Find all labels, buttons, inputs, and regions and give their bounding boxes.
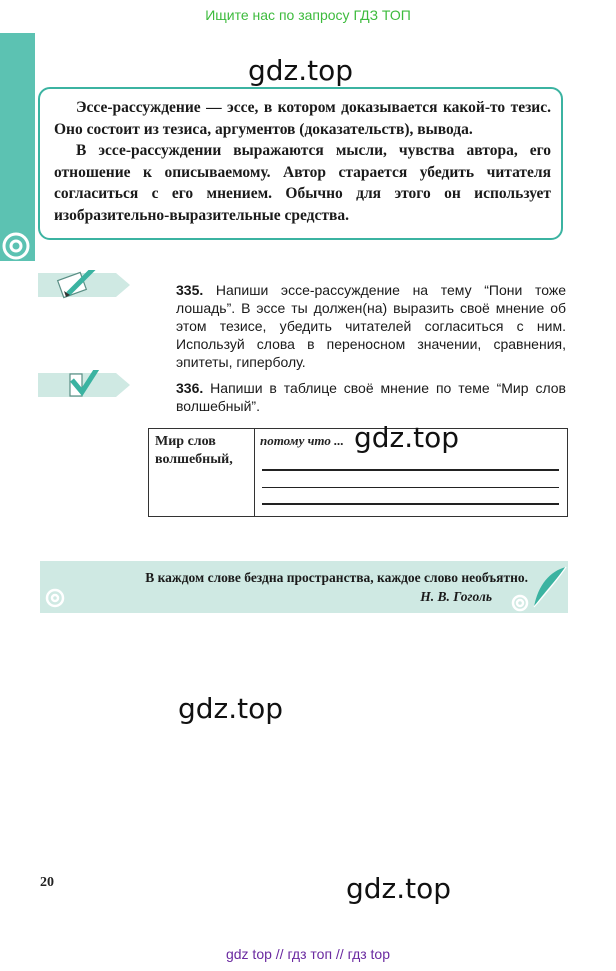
pencil-icon bbox=[38, 270, 132, 300]
quote-band bbox=[40, 561, 568, 613]
rule-paragraph-1: Эссе-рассуждение — эссе, в котором доказывается какой-то тезис. Оно состоит из тезиса, аргументов (доказательств), вывода. bbox=[54, 99, 551, 138]
rule-box bbox=[38, 87, 563, 240]
table-prompt: потому что ... bbox=[260, 433, 344, 448]
footer-banner: gdz top // гдз топ // гдз top bbox=[225, 946, 391, 962]
answer-line bbox=[262, 487, 559, 488]
swirl-icon bbox=[510, 593, 530, 613]
task-number: 336. bbox=[176, 380, 204, 396]
task-336: 336. Напиши в таблице своё мнение по теме “Мир слов волшебный”. bbox=[176, 380, 566, 414]
checkmark-icon bbox=[38, 370, 132, 400]
quote-text: В каждом слове бездна пространства, каждое слово необъятно. bbox=[145, 570, 528, 585]
rule-term: Эссе-рассуждение bbox=[76, 99, 201, 116]
search-banner: Ищите нас по запросу ГДЗ ТОП bbox=[205, 7, 411, 23]
watermark: gdz.top bbox=[178, 692, 284, 725]
answer-line bbox=[262, 503, 559, 505]
watermark: gdz.top bbox=[354, 421, 460, 454]
watermark: gdz.top bbox=[346, 872, 452, 905]
task-335: 335. Напиши эссе-рассуждение на тему “Пони тоже лошадь”. В эссе ты должен(на) выразить своё мнение об этом тезисе, убедить читателей согласиться с ним. Используй слова в переносном значении, сравнения, эпитеты, гиперболу. bbox=[176, 282, 566, 370]
swirl-icon bbox=[2, 232, 30, 260]
page-number: 20 bbox=[40, 875, 54, 890]
side-strip bbox=[0, 33, 35, 261]
quote-author: Н. В. Гоголь bbox=[420, 589, 492, 604]
watermark: gdz.top bbox=[248, 54, 354, 87]
feather-icon bbox=[530, 565, 568, 611]
rule-paragraph-2: В эссе-рассуждении выражаются мысли, чувства автора, его отношение к описываемому. Автор старается убедить читателя согласиться с его мнением. Обычно для этого он использует изобразительно-выразительные средства. bbox=[54, 142, 551, 224]
table-left-cell: Мир слов волшебный, bbox=[149, 429, 255, 516]
task-number: 335. bbox=[176, 282, 204, 298]
answer-line bbox=[262, 469, 559, 471]
